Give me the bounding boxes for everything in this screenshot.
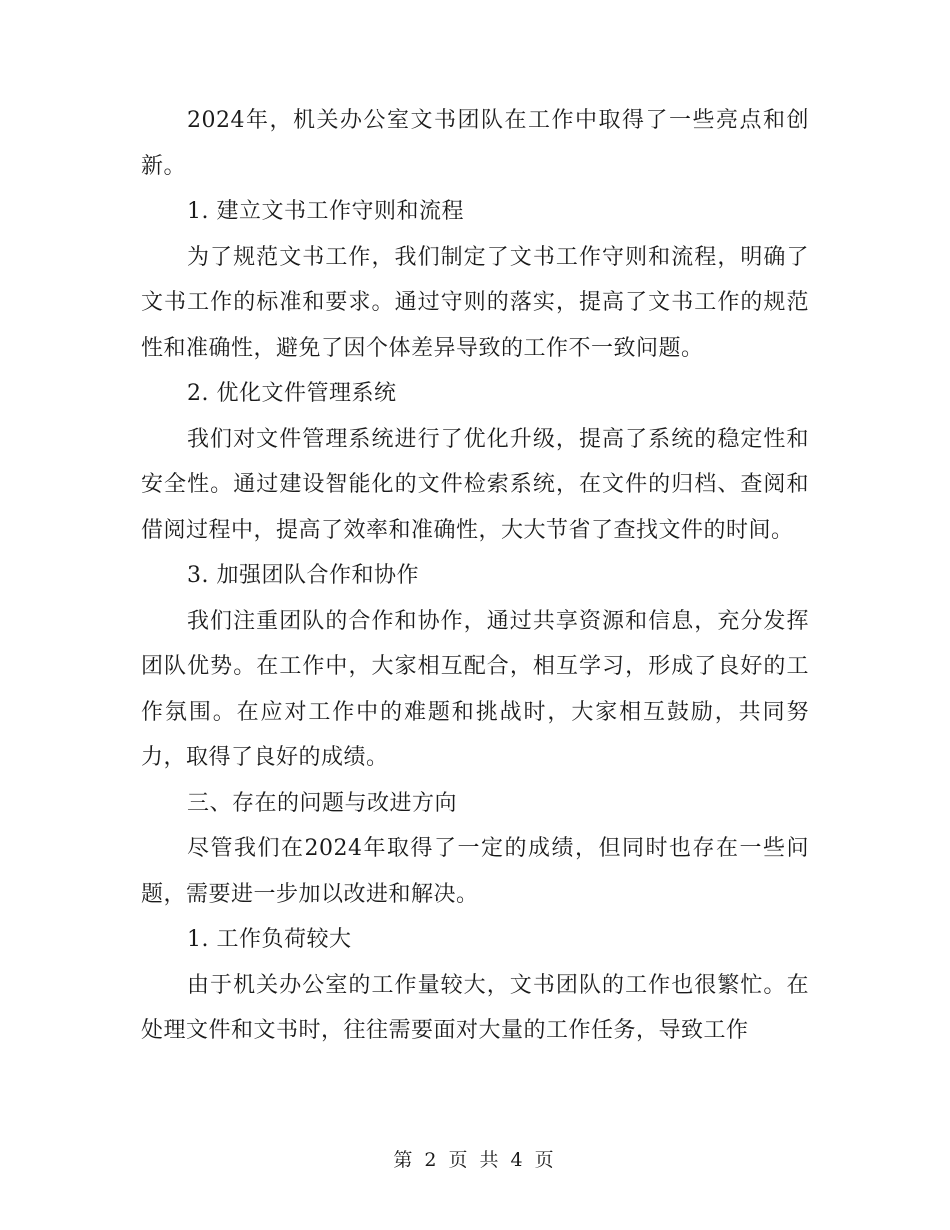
section-heading-workload: 1. 工作负荷较大 <box>187 927 352 952</box>
page-number-footer: 第 2 页 共 4 页 <box>393 1149 557 1171</box>
section-heading-3: 3. 加强团队合作和协作 <box>187 563 419 588</box>
paragraph-file-system: 我们对文件管理系统进行了优化升级，提高了系统的稳定性和安全性。通过建设智能化的文件检索系统，在文件的归档、查阅和借阅过程中，提高了效率和准确性，大大节省了查找文件的时间。 <box>141 426 809 543</box>
paragraph-teamwork: 我们注重团队的合作和协作，通过共享资源和信息，充分发挥团队优势。在工作中，大家相互配合，相互学习，形成了良好的工作氛围。在应对工作中的难题和挑战时，大家相互鼓励，共同努力，取得了良好的成绩。 <box>141 608 809 770</box>
chapter-heading-problems: 三、存在的问题与改进方向 <box>187 790 458 816</box>
section-heading-2: 2. 优化文件管理系统 <box>187 381 397 406</box>
paragraph-intro: 2024年，机关办公室文书团队在工作中取得了一些亮点和创新。 <box>141 108 809 179</box>
paragraph-rules: 为了规范文书工作，我们制定了文书工作守则和流程，明确了文书工作的标准和要求。通过守则的落实，提高了文书工作的规范性和准确性，避免了因个体差异导致的工作不一致问题。 <box>141 244 809 361</box>
document-body <box>141 98 809 1054</box>
paragraph-workload: 由于机关办公室的工作量较大，文书团队的工作也很繁忙。在处理文件和文书时，往往需要面对大量的工作任务，导致工作 <box>141 972 809 1043</box>
paragraph-problems-intro: 尽管我们在2024年取得了一定的成绩，但同时也存在一些问题，需要进一步加以改进和解决。 <box>141 836 809 907</box>
section-heading-1: 1. 建立文书工作守则和流程 <box>187 199 464 224</box>
